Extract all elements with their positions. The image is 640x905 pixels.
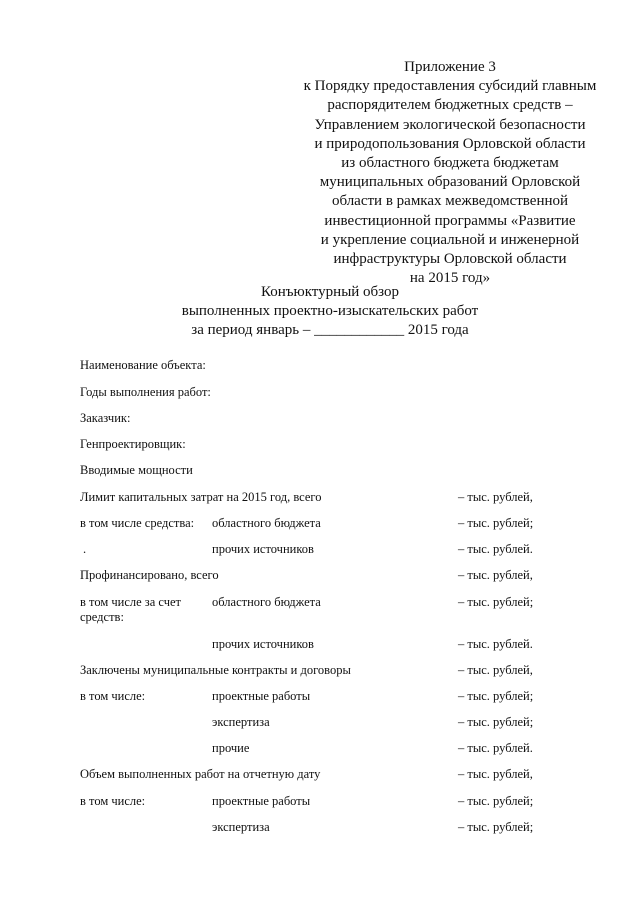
limit-unit: – тыс. рублей, [458,490,533,504]
appendix-header [290,58,610,288]
incl-funds-label: в том числе средства: [80,516,195,530]
regional-budget-1-unit: – тыс. рублей; [458,516,534,530]
appendix-line: Управлением экологической безопасности [314,116,586,133]
incl-1-label: в том числе: [80,689,146,703]
regional-budget-1: областного бюджета [212,516,321,530]
title-line-3: за период январь – ____________ 2015 года [191,322,469,338]
other-sources-2-unit: – тыс. рублей. [458,637,533,651]
other-1: прочие [212,741,250,755]
regional-budget-2-unit: – тыс. рублей; [458,595,534,609]
contracts-unit: – тыс. рублей, [458,663,533,677]
expertise-2: экспертиза [212,820,270,834]
expertise-1: экспертиза [212,715,270,729]
volume-unit: – тыс. рублей, [458,767,533,781]
field-general-designer: Генпроектировщик: [80,437,186,451]
financed-unit: – тыс. рублей, [458,568,533,582]
appendix-line: Приложение 3 [404,59,496,75]
appendix-line: инфраструктуры Орловской области [333,251,567,268]
expertise-1-unit: – тыс. рублей; [458,715,534,729]
appendix-line: к Порядку предоставления субсидий главным [303,78,597,95]
title-line-1: Конъюктурный обзор [260,284,400,300]
appendix-line: инвестиционной программы «Развитие [324,212,576,229]
appendix-line: области в рамках межведомственной [331,193,569,210]
dot-mark: . [83,542,87,556]
incl-account-label: в том числе за счет средств: [80,595,182,624]
appendix-line: на 2015 год» [409,270,491,287]
field-object-name: Наименование объекта: [80,358,206,372]
limit-label: Лимит капитальных затрат на 2015 год, всего [80,490,322,504]
regional-budget-2: областного бюджета [212,595,321,609]
appendix-line: муниципальных образований Орловской [319,174,581,191]
appendix-line: из областного бюджета бюджетам [341,155,559,172]
appendix-line: распорядителем бюджетных средств – [327,97,573,114]
other-sources-1: прочих источников [212,542,314,556]
other-1-unit: – тыс. рублей. [458,741,533,755]
contracts-label: Заключены муниципальные контракты и договоры [80,663,351,677]
volume-label: Объем выполненных работ на отчетную дату [80,767,321,781]
title-line-2: выполненных проектно-изыскательских работ [181,303,479,319]
document-title [120,283,540,340]
design-works-2: проектные работы [212,794,311,808]
design-works-2-unit: – тыс. рублей; [458,794,534,808]
field-customer: Заказчик: [80,411,131,425]
design-works-1: проектные работы [212,689,311,703]
incl-2-label: в том числе: [80,794,146,808]
appendix-line: и укрепление социальной и инженерной [320,231,580,248]
other-sources-2: прочих источников [212,637,314,651]
financed-label: Профинансировано, всего [80,568,219,582]
appendix-line: и природопользования Орловской области [314,135,586,152]
other-sources-1-unit: – тыс. рублей. [458,542,533,556]
field-years: Годы выполнения работ: [80,385,211,399]
field-capacity: Вводимые мощности [80,463,193,477]
design-works-1-unit: – тыс. рублей; [458,689,534,703]
expertise-2-unit: – тыс. рублей; [458,820,534,834]
